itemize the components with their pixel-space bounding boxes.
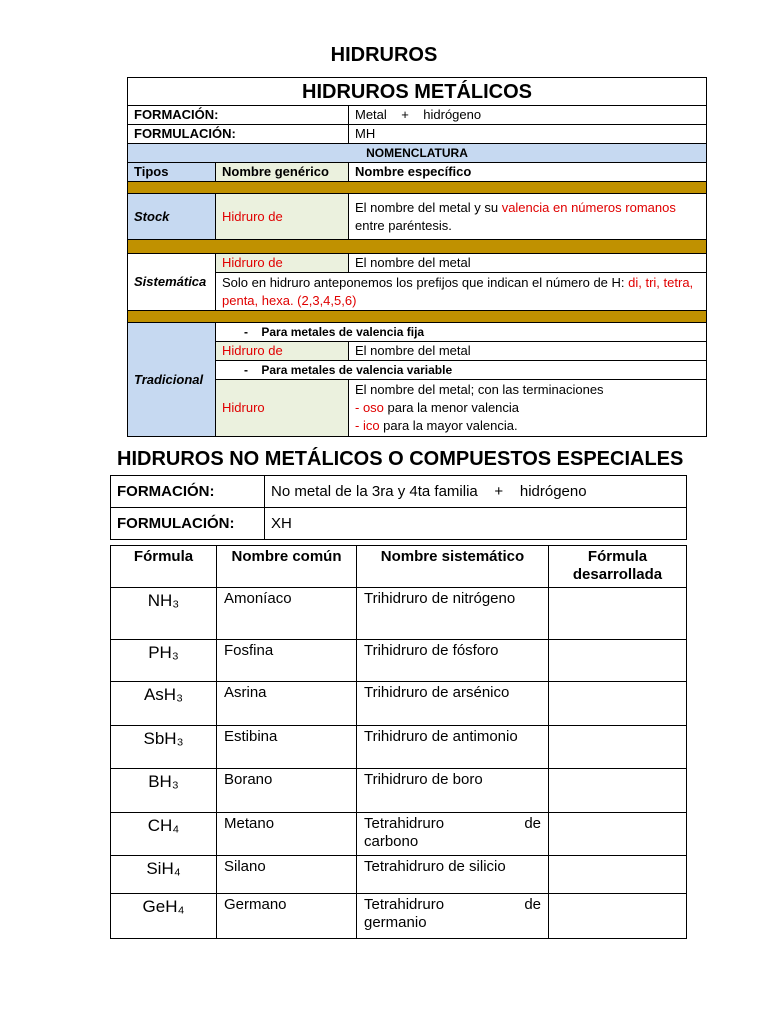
separator-bar	[128, 240, 707, 254]
variable-especifico: El nombre del metal; con las terminaciones - oso para la menor valencia - ico para la mayor valencia.	[349, 380, 707, 437]
nombre-sistematico-cell: Trihidruro de fósforo	[357, 640, 549, 682]
formula-cell: NH₃	[111, 588, 217, 640]
table-row	[111, 894, 687, 939]
fija-generico: Hidruro de	[216, 342, 349, 361]
formula-desarrollada-cell[interactable]	[549, 894, 687, 939]
sistematica-generico: Hidruro de	[216, 254, 349, 273]
formula-desarrollada-cell[interactable]	[549, 769, 687, 813]
header-formula-desarrollada: Fórmula desarrollada	[549, 546, 687, 588]
sistematica-especifico: El nombre del metal	[349, 254, 707, 273]
header-nombre-sistematico: Nombre sistemático	[357, 546, 549, 588]
nombre-comun-cell: Estibina	[217, 726, 357, 769]
no-metalicos-formacion-table	[110, 475, 687, 540]
variable-generico: Hidruro	[216, 380, 349, 437]
nombre-comun-cell: Borano	[217, 769, 357, 813]
formula-cell: CH₄	[111, 813, 217, 856]
stock-generico: Hidruro de	[216, 194, 349, 240]
page-title: HIDRUROS	[330, 44, 438, 66]
stock-especifico: El nombre del metal y su valencia en números romanos entre paréntesis.	[349, 194, 707, 240]
sistematica-nota: Solo en hidruro anteponemos los prefijos que indican el número de H: di, tri, tetra, penta, hexa. (2,3,4,5,6)	[216, 273, 707, 311]
formulacion-value: XH	[265, 508, 687, 540]
formacion-value: Metal + hidrógeno	[349, 106, 707, 125]
formula-cell: GeH₄	[111, 894, 217, 939]
nombre-comun-cell: Silano	[217, 856, 357, 894]
tradicional-tipo: Tradicional	[128, 323, 216, 437]
nombre-comun-cell: Germano	[217, 894, 357, 939]
stock-tipo: Stock	[128, 194, 216, 240]
table-row	[111, 588, 687, 640]
hidruros-metalicos-table	[127, 77, 707, 437]
nombre-sistematico-cell: Tetrahidruro de germanio	[357, 894, 549, 939]
formula-cell: AsH₃	[111, 682, 217, 726]
col-especifico: Nombre específico	[349, 163, 707, 182]
table-row	[111, 640, 687, 682]
compuestos-especiales-table	[110, 545, 687, 939]
nombre-comun-cell: Metano	[217, 813, 357, 856]
formulacion-value: MH	[349, 125, 707, 144]
fija-especifico: El nombre del metal	[349, 342, 707, 361]
table-row	[111, 682, 687, 726]
nombre-sistematico-cell: Tetrahidruro de silicio	[357, 856, 549, 894]
nombre-comun-cell: Asrina	[217, 682, 357, 726]
separator-bar	[128, 311, 707, 323]
valencia-variable-label: - Para metales de valencia variable	[216, 361, 707, 380]
nombre-sistematico-cell: Tetrahidruro de carbono	[357, 813, 549, 856]
formula-cell: SbH₃	[111, 726, 217, 769]
nomenclatura-header: NOMENCLATURA	[128, 144, 707, 163]
formulacion-label: FORMULACIÓN:	[111, 508, 265, 540]
table-row	[111, 726, 687, 769]
formula-desarrollada-cell[interactable]	[549, 682, 687, 726]
col-generico: Nombre genérico	[216, 163, 349, 182]
formula-cell: PH₃	[111, 640, 217, 682]
formula-desarrollada-cell[interactable]	[549, 856, 687, 894]
nombre-sistematico-cell: Trihidruro de boro	[357, 769, 549, 813]
no-metalicos-title: HIDRUROS NO METÁLICOS O COMPUESTOS ESPECIALES	[117, 448, 684, 470]
formula-desarrollada-cell[interactable]	[549, 640, 687, 682]
formula-desarrollada-cell[interactable]	[549, 726, 687, 769]
formula-desarrollada-cell[interactable]	[549, 813, 687, 856]
valencia-fija-label: - Para metales de valencia fija	[216, 323, 707, 342]
nombre-sistematico-cell: Trihidruro de antimonio	[357, 726, 549, 769]
col-tipos: Tipos	[128, 163, 216, 182]
table-row	[111, 856, 687, 894]
formacion-value: No metal de la 3ra y 4ta familia + hidrógeno	[265, 476, 687, 508]
metalicos-title: HIDRUROS METÁLICOS	[128, 78, 707, 106]
nombre-comun-cell: Fosfina	[217, 640, 357, 682]
formula-cell: SiH₄	[111, 856, 217, 894]
formula-desarrollada-cell[interactable]	[549, 588, 687, 640]
header-nombre-comun: Nombre común	[217, 546, 357, 588]
table-row	[111, 813, 687, 856]
sistematica-tipo: Sistemática	[128, 254, 216, 311]
nombre-sistematico-cell: Trihidruro de arsénico	[357, 682, 549, 726]
separator-bar	[128, 182, 707, 194]
nombre-sistematico-cell: Trihidruro de nitrógeno	[357, 588, 549, 640]
formacion-label: FORMACIÓN:	[128, 106, 216, 125]
formacion-label: FORMACIÓN:	[111, 476, 265, 508]
header-formula: Fórmula	[111, 546, 217, 588]
nombre-comun-cell: Amoníaco	[217, 588, 357, 640]
formulacion-label: FORMULACIÓN:	[128, 125, 216, 144]
table-row	[111, 769, 687, 813]
formula-cell: BH₃	[111, 769, 217, 813]
